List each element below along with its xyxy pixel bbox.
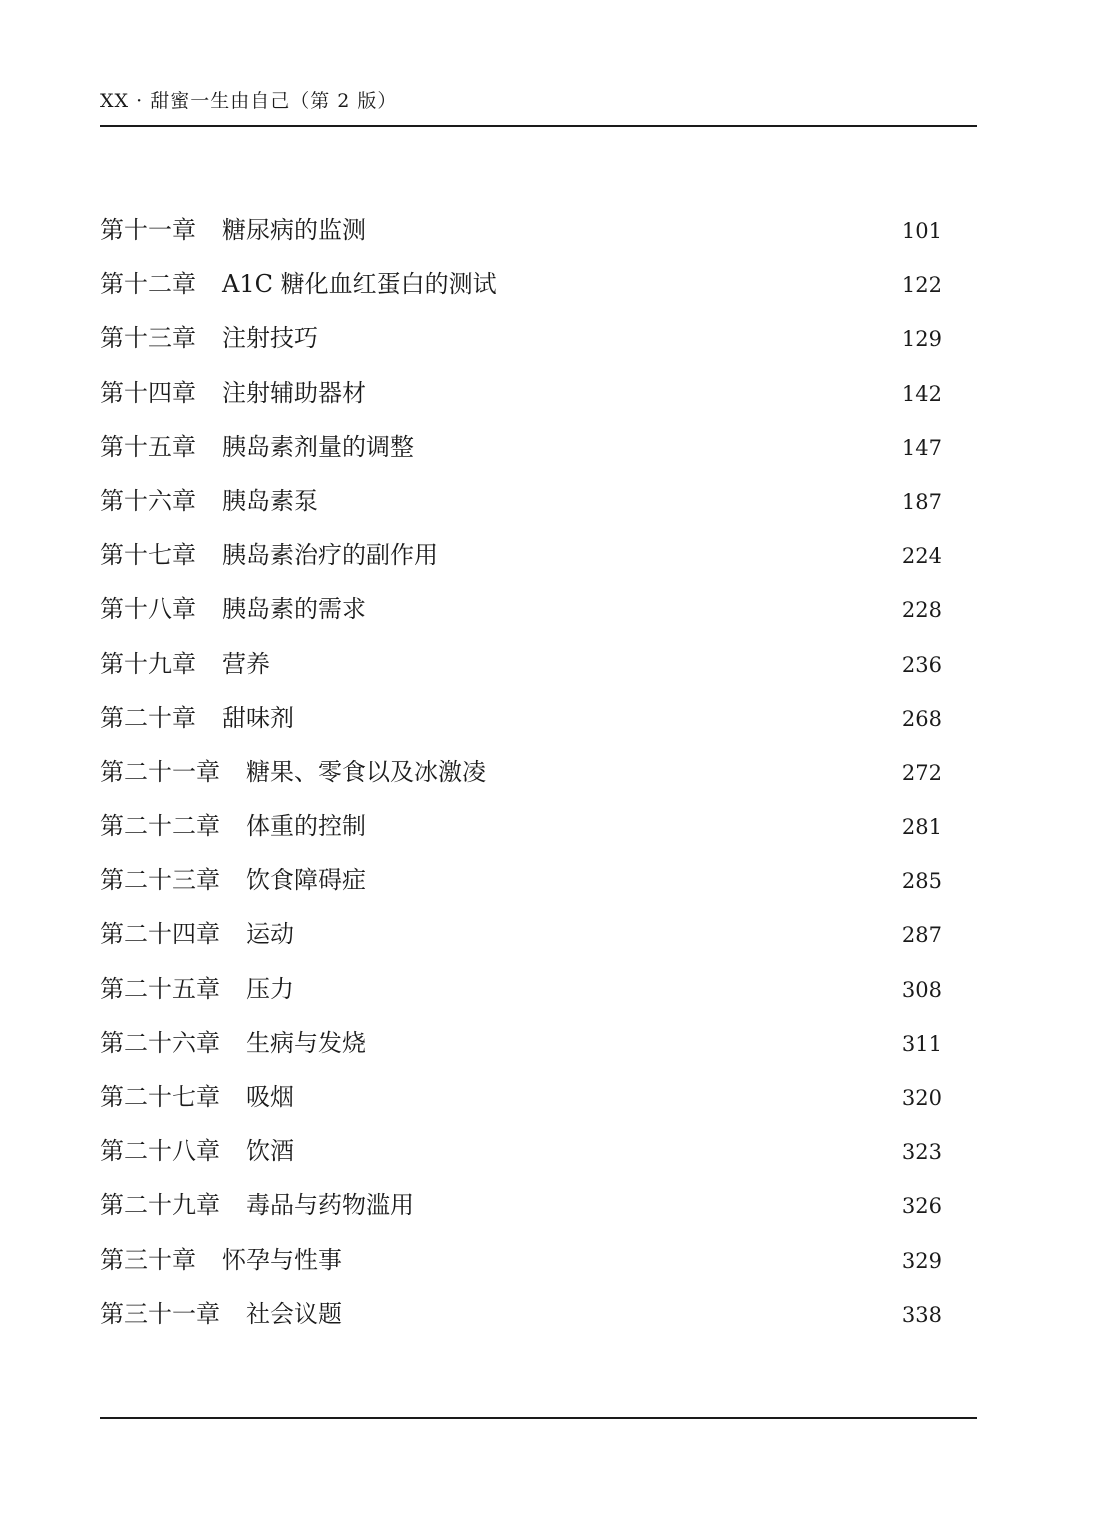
dot-leader	[368, 377, 896, 401]
chapter-number: 第二十七章	[100, 1083, 220, 1111]
toc-entry	[100, 1077, 942, 1131]
chapter-number: 第三十章	[100, 1245, 196, 1274]
dot-leader	[320, 322, 896, 346]
chapter-number: 第二十九章	[100, 1191, 220, 1220]
chapter-title: 注射技巧	[222, 324, 318, 353]
toc-entry	[100, 318, 942, 372]
running-header	[100, 86, 976, 116]
page-number: 320	[901, 1086, 942, 1110]
toc-entry	[100, 264, 942, 318]
dot-leader	[320, 485, 896, 509]
footer-rule	[100, 1417, 977, 1419]
toc-entry	[100, 1240, 942, 1294]
chapter-title: 体重的控制	[246, 812, 366, 841]
chapter-title: 怀孕与性事	[222, 1245, 342, 1274]
toc-entry	[100, 1185, 942, 1239]
chapter-title: A1C 糖化血红蛋白的测试	[222, 270, 497, 299]
chapter-number: 第二十一章	[100, 757, 220, 786]
chapter-title: 糖尿病的监测	[222, 216, 366, 244]
chapter-number: 第二十二章	[100, 812, 220, 841]
chapter-number: 第十三章	[100, 324, 196, 353]
dot-leader	[344, 1298, 896, 1322]
chapter-number: 第十八章	[100, 595, 196, 624]
chapter-number: 第十五章	[100, 432, 196, 461]
chapter-title: 注射辅助器材	[222, 378, 366, 407]
dot-leader	[272, 648, 896, 672]
page-number: 285	[901, 869, 942, 894]
page-number: 142	[901, 381, 942, 406]
dot-leader	[296, 1081, 896, 1105]
header-book-title: 甜蜜一生由自己（第 2 版）	[150, 90, 398, 112]
page-number: 329	[901, 1248, 942, 1273]
toc-entry	[100, 698, 942, 752]
chapter-number: 第十六章	[100, 486, 196, 515]
header-separator: ·	[136, 90, 144, 112]
chapter-title: 生病与发烧	[246, 1028, 366, 1057]
chapter-number: 第二十六章	[100, 1028, 220, 1057]
chapter-number: 第二十五章	[100, 974, 220, 1003]
dot-leader	[368, 864, 896, 888]
chapter-number: 第十四章	[100, 378, 196, 407]
page-number: 129	[901, 327, 942, 352]
toc-entry	[100, 210, 942, 264]
chapter-title: 社会议题	[246, 1299, 342, 1328]
chapter-title: 胰岛素治疗的副作用	[222, 541, 438, 570]
chapter-number: 第二十章	[100, 703, 196, 732]
page-number: 326	[901, 1194, 942, 1219]
toc-entry	[100, 860, 942, 914]
chapter-title: 甜味剂	[222, 703, 294, 732]
dot-leader	[440, 539, 896, 563]
chapter-number: 第十二章	[100, 270, 196, 299]
chapter-title: 运动	[246, 920, 294, 949]
page-number: 236	[901, 652, 942, 677]
chapter-number: 第三十一章	[100, 1299, 220, 1328]
page-number: 338	[901, 1302, 942, 1327]
toc-entry	[100, 427, 942, 481]
header-page-label: XX	[100, 90, 130, 112]
page-number: 187	[901, 489, 942, 514]
toc-entry	[100, 752, 942, 806]
page-number: 272	[901, 760, 942, 785]
dot-leader	[416, 431, 896, 455]
chapter-title: 胰岛素剂量的调整	[222, 432, 414, 461]
toc-entry	[100, 806, 942, 860]
page-number: 311	[901, 1031, 942, 1056]
toc-entry	[100, 644, 942, 698]
dot-leader	[499, 268, 896, 292]
page-number: 228	[901, 598, 942, 623]
dot-leader	[368, 214, 896, 238]
chapter-title: 糖果、零食以及冰激凌	[246, 757, 486, 786]
page-number: 268	[901, 706, 942, 731]
page-number: 122	[901, 273, 942, 298]
dot-leader	[368, 810, 896, 834]
toc-entry	[100, 535, 942, 589]
dot-leader	[296, 702, 896, 726]
chapter-title: 营养	[222, 649, 270, 678]
toc-entry	[100, 1131, 942, 1185]
page-number: 323	[901, 1140, 942, 1165]
dot-leader	[344, 1244, 896, 1268]
table-of-contents	[100, 210, 942, 1348]
dot-leader	[368, 1027, 896, 1051]
chapter-title: 饮酒	[246, 1137, 294, 1166]
chapter-title: 毒品与药物滥用	[246, 1191, 414, 1220]
toc-entry	[100, 373, 942, 427]
chapter-title: 饮食障碍症	[246, 866, 366, 895]
toc-entry	[100, 1294, 942, 1348]
page-number: 101	[901, 219, 942, 243]
dot-leader	[416, 1189, 896, 1213]
chapter-number: 第十九章	[100, 649, 196, 678]
page-number: 224	[901, 544, 942, 569]
dot-leader	[488, 756, 896, 780]
chapter-number: 第十一章	[100, 216, 196, 244]
chapter-number: 第十七章	[100, 541, 196, 570]
chapter-number: 第二十八章	[100, 1137, 220, 1166]
chapter-number: 第二十四章	[100, 920, 220, 949]
toc-entry	[100, 481, 942, 535]
page-number: 287	[901, 923, 942, 948]
dot-leader	[296, 1135, 896, 1159]
chapter-title: 压力	[246, 974, 294, 1003]
toc-entry	[100, 1023, 942, 1077]
chapter-title: 胰岛素的需求	[222, 595, 366, 624]
chapter-title: 吸烟	[246, 1083, 294, 1111]
page-number: 308	[901, 977, 942, 1002]
header-rule	[100, 125, 977, 127]
dot-leader	[296, 973, 896, 997]
page-number: 147	[901, 435, 942, 460]
dot-leader	[368, 593, 896, 617]
page-number: 281	[901, 815, 942, 840]
toc-entry	[100, 914, 942, 968]
chapter-title: 胰岛素泵	[222, 486, 318, 515]
dot-leader	[296, 918, 896, 942]
chapter-number: 第二十三章	[100, 866, 220, 895]
toc-entry	[100, 969, 942, 1023]
toc-entry	[100, 589, 942, 643]
